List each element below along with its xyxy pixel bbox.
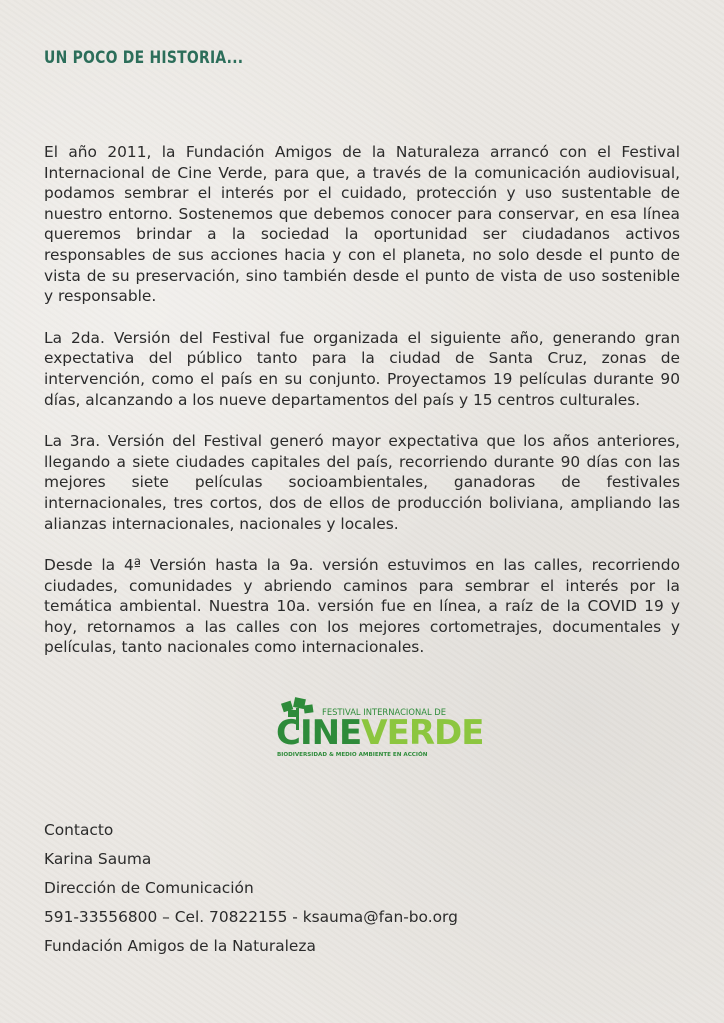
page-title: UN POCO DE HISTORIA... (44, 48, 244, 68)
contact-department: Dirección de Comunicación (44, 879, 254, 897)
logo-name-cine: CINE (276, 713, 362, 753)
cineverde-logo (274, 696, 484, 762)
logo-top-text: FESTIVAL INTERNACIONAL DE (322, 707, 447, 717)
contact-phones-email: 591-33556800 – Cel. 70822155 - ksauma@fan-bo.org (44, 908, 458, 926)
logo-name-verde: VERDE (361, 713, 484, 753)
paragraph-3: La 3ra. Versión del Festival generó mayor expectativa que los años anteriores, llegando a siete ciudades capitales del país, recorriendo durante 90 días con las mejores siete películas socioambientales, ganadoras de festivales internacionales, tres cortos, dos de ellos de producción boliviana, ampliando las alianzas internacionales, nacionales y locales. (44, 432, 680, 533)
history-text (44, 142, 680, 679)
contact-name: Karina Sauma (44, 850, 152, 868)
contact-label: Contacto (44, 821, 114, 839)
contact-organization: Fundación Amigos de la Naturaleza (44, 937, 316, 955)
paragraph-1: El año 2011, la Fundación Amigos de la Naturaleza arrancó con el Festival Internacional de Cine Verde, para que, a través de la comunicación audiovisual, podamos sembrar el interés por el cuidado, protección y uso sustentable de nuestro entorno. Sostenemos que debemos conocer para conservar, en esa línea queremos brindar a la sociedad la oportunidad ser ciudadanos activos responsables de sus acciones hacia y con el planeta, no solo desde el punto de vista de su preservación, sino también desde el punto de vista de uso sostenible y responsable. (44, 143, 680, 306)
paragraph-2: La 2da. Versión del Festival fue organizada el siguiente año, generando gran expectativa del público tanto para la ciudad de Santa Cruz, zonas de intervención, como el país en su conjunto. Proyectamos 19 películas durante 90 días, alcanzando a los nueve departamentos del país y 15 centros culturales. (44, 328, 680, 409)
paragraph-4: Desde la 4ª Versión hasta la 9a. versión estuvimos en las calles, recorriendo ciudades, comunidades y abriendo caminos para sembrar el interés por la temática ambiental. Nuestra 10a. versión fue en línea, a raíz de la COVID 19 y hoy, retornamos a las calles con los mejores cortometrajes, documentales y películas, tanto nacionales como internacionales. (44, 556, 680, 657)
svg-text:CINEVERDE (276, 713, 483, 753)
logo-tagline: BIODIVERSIDAD & MEDIO AMBIENTE EN ACCIÓN (277, 752, 428, 758)
contact-block (44, 816, 458, 961)
